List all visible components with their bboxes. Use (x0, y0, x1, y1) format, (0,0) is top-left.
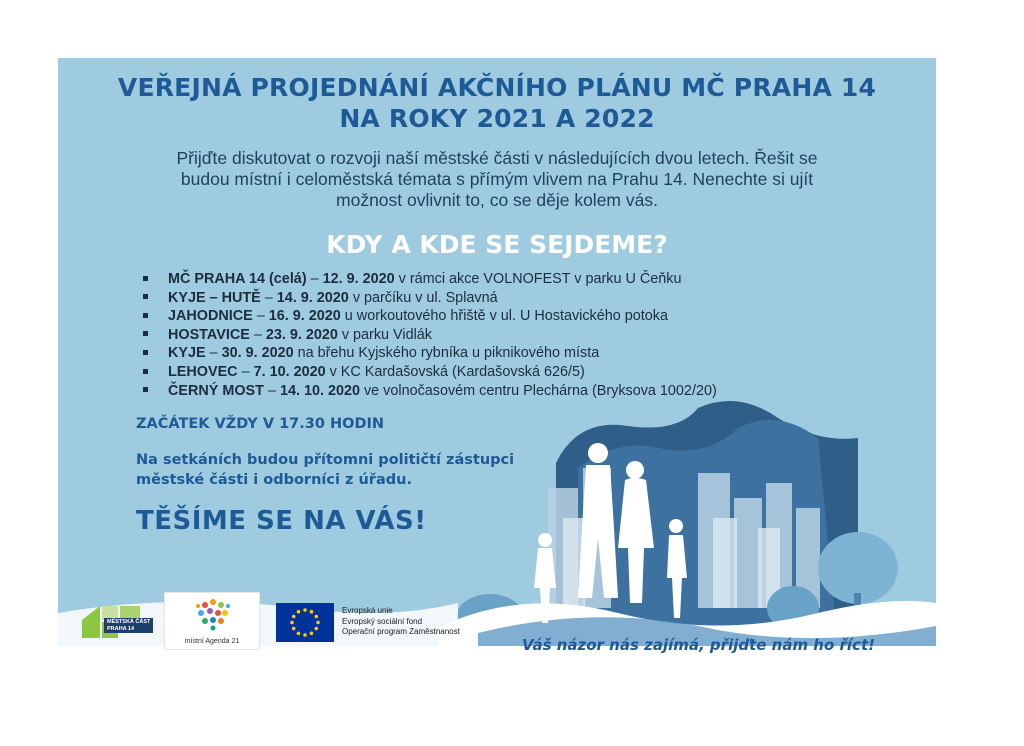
meeting-place: HOSTAVICE (168, 326, 250, 343)
praha14-logo-text (104, 618, 153, 633)
intro-paragraph (108, 148, 886, 211)
agenda21-dots-icon (165, 593, 259, 633)
praha14-line-1: MĚSTSKÁ ČÁST (107, 619, 151, 625)
meeting-date: 14. 10. 2020 (279, 382, 360, 399)
slogan: Váš názor nás zajímá, přijďte nám ho říct! (522, 636, 875, 654)
meeting-item: JAHODNICE – 16. 9. 2020 u workoutového hřiště v ul. U Hostavického potoka (143, 307, 717, 326)
praha14-line-2: PRAHA 14 (107, 625, 134, 632)
page-title (58, 72, 936, 134)
meeting-date: 30. 9. 2020 (221, 345, 294, 362)
section-heading: KDY A KDE SE SEJDEME? (326, 230, 668, 259)
meeting-detail: v parčíku v ul. Splavná (352, 289, 498, 306)
eu-flag-icon (276, 603, 334, 642)
meeting-item: KYJE – HUTĚ – 14. 9. 2020 v parčíku v ul. Splavná (143, 289, 717, 308)
meeting-date: 7. 10. 2020 (253, 363, 326, 380)
bullet-icon (143, 387, 148, 392)
meeting-detail: na břehu Kyjského rybníka u piknikového místa (297, 345, 600, 362)
meeting-place: ČERNÝ MOST (168, 382, 264, 399)
meeting-date: 16. 9. 2020 (268, 308, 341, 325)
bullet-icon (143, 350, 148, 355)
meeting-place: KYJE – HUTĚ (168, 289, 261, 306)
meeting-date: 23. 9. 2020 (265, 326, 338, 343)
meeting-place: MČ PRAHA 14 (celá) (168, 271, 307, 287)
bullet-icon (143, 294, 148, 299)
eu-line-2: Evropský sociální fond (342, 616, 423, 626)
meeting-place: KYJE (168, 345, 206, 362)
closing-headline: TĚŠÍME SE NA VÁS! (136, 506, 427, 536)
intro-line-2: budou místní i celoměstská témata s přímým vlivem na Prahu 14. Nenechte si ujít (180, 169, 814, 189)
bullet-icon (143, 276, 148, 281)
meeting-item: LEHOVEC – 7. 10. 2020 v KC Kardašovská (Kardašovská 626/5) (143, 363, 717, 382)
note-line-1: Na setkáních budou přítomni političtí zástupci (136, 452, 515, 468)
meeting-list (143, 270, 717, 400)
title-line-1: VEŘEJNÁ PROJEDNÁNÍ AKČNÍHO PLÁNU MČ PRAHA 14 (117, 73, 877, 102)
meeting-date: 14. 9. 2020 (276, 289, 349, 306)
meeting-date: 12. 9. 2020 (322, 271, 395, 287)
meeting-item: MČ PRAHA 14 (celá) – 12. 9. 2020 v rámci akce VOLNOFEST v parku U Čeňku (143, 270, 717, 289)
bullet-icon (143, 313, 148, 318)
meeting-item: HOSTAVICE – 23. 9. 2020 v parku Vidlák (143, 326, 717, 345)
intro-line-3: možnost ovlivnit to, co se děje kolem vás. (336, 190, 658, 210)
meeting-place: JAHODNICE (168, 308, 253, 325)
poster (58, 58, 936, 646)
agenda21-logo (164, 592, 260, 650)
eu-caption (342, 606, 460, 638)
eu-line-1: Evropská unie (342, 606, 393, 615)
title-line-2: NA ROKY 2021 A 2022 (339, 104, 655, 133)
meeting-detail: ve volnočasovém centru Plechárna (Bryksova 1002/20) (363, 382, 717, 399)
bullet-icon (143, 331, 148, 336)
meeting-detail: v KC Kardašovská (Kardašovská 626/5) (329, 363, 585, 380)
meeting-item: KYJE – 30. 9. 2020 na břehu Kyjského rybníka u piknikového místa (143, 344, 717, 363)
meeting-detail: v parku Vidlák (341, 326, 432, 343)
note-line-2: městské části i odborníci z úřadu. (136, 472, 412, 488)
agenda21-label: místní Agenda 21 (184, 638, 240, 645)
meeting-item: ČERNÝ MOST – 14. 10. 2020 ve volnočasovém centru Plechárna (Bryksova 1002/20) (143, 382, 717, 401)
intro-line-1: Přijďte diskutovat o rozvoji naší městské části v následujících dvou letech. Řešit se (176, 148, 818, 168)
start-time: ZAČÁTEK VŽDY V 17.30 HODIN (136, 416, 385, 432)
eu-line-3: Operační program Zaměstnanost (342, 627, 460, 636)
meeting-detail: v rámci akce VOLNOFEST v parku U Čeňku (398, 271, 682, 287)
meeting-detail: u workoutového hřiště v ul. U Hostavického potoka (344, 308, 668, 325)
bullet-icon (143, 369, 148, 374)
meeting-place: LEHOVEC (168, 363, 238, 380)
